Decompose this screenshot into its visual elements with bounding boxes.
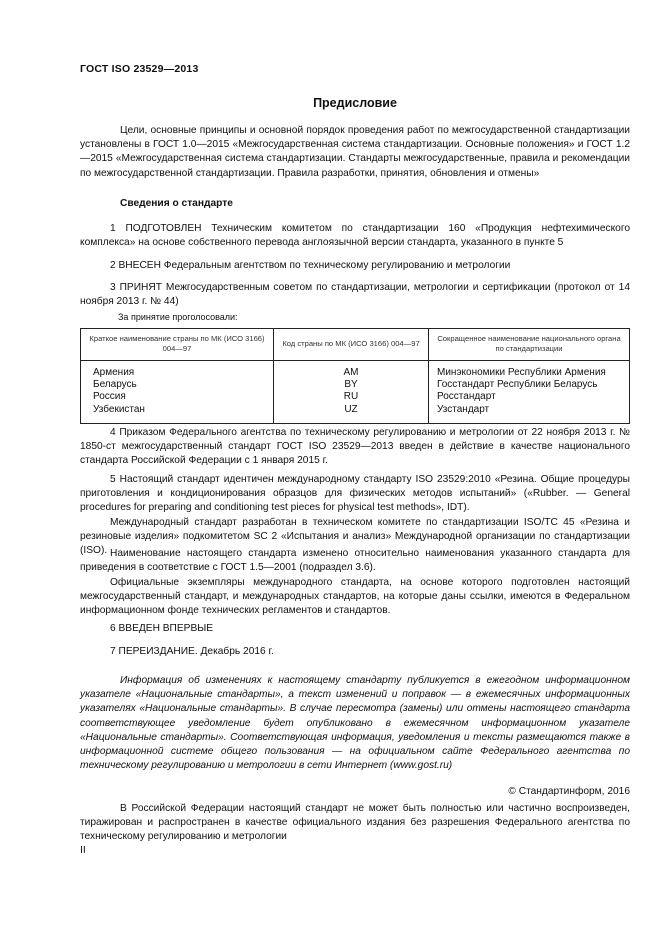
country-name: Армения (93, 367, 135, 378)
page-title: Предисловие (313, 96, 397, 110)
vote-label: За принятие проголосовали: (118, 312, 238, 322)
legal-notice: В Российской Федерации настоящий стандарт не может быть полностью или частично воспроизведен, тиражирован и распространен в качестве официального издания без разрешения Федерального агентства по техническому регулированию и метрологии (80, 803, 630, 843)
standards-bodies-cell (429, 361, 630, 424)
vote-table (80, 328, 630, 424)
header-standards-body: Сокращенное наименование национального органа по стандартизации (429, 329, 630, 361)
country-code: UZ (344, 403, 358, 415)
item-5-name-change: Наименование настоящего стандарта изменено относительно наименования указанного стандарта для приведения в соответствие с ГОСТ 1.5—2001 (подраздел 3.6). (80, 548, 630, 574)
standards-body: Росстандарт (437, 391, 496, 403)
standards-body: Узстандарт (437, 403, 490, 415)
header-country-code: Код страны по МК (ИСО 3166) 004—97 (274, 329, 429, 361)
item-5-developed-by: Международный стандарт разработан в техническом комитете по стандартизации ISO/TC 45 «Резина и резиновые изделия» подкомитетом SC 2 «Испытания и анализ» Международной организации по стандартизации (ISO). (80, 517, 630, 557)
item-7-reissue: 7 ПЕРЕИЗДАНИЕ. Декабрь 2016 г. (110, 646, 274, 657)
change-notice: Информация об изменениях к настоящему стандарту публикуется в ежегодном информационном указателе «Национальные стандарты», а текст изменений и поправок — в ежемесячных информационных указателях «Национальные стандарты». В случае пересмотра (замены) или отмены настоящего стандарта соответствующее уведомление будет опубликовано в ежемесячном информационном указателе «Национальные стандарты». Соответствующая информация, уведомления и тексты размещаются также в информационной системе общего пользования — на официальном сайте Федерального агентства по техническому регулированию и метрологии в сети Интернет (www.gost.ru) (80, 675, 630, 772)
vote-table-header-row (81, 329, 630, 361)
country-code: RU (343, 391, 359, 403)
item-1-prepared: 1 ПОДГОТОВЛЕН Техническим комитетом по стандартизации 160 «Продукция нефтехимического комплекса» на основе собственного перевода англоязычной версии стандарта, указанного в пункте 5 (80, 223, 630, 249)
intro-paragraph: Цели, основные принципы и основной порядок проведения работ по межгосударственной стандартизации установлены в ГОСТ 1.0—2015 «Межгосударственная система стандартизации. Основные положения» и ГОСТ 1.2—2015 «Межгосударственная система стандартизации. Стандарты межгосударственные, правила и рекомендации по межгосударственной стандартизации. Правила разработки, принятия, обновления и отмены» (80, 125, 630, 179)
country-code: BY (344, 379, 358, 391)
section-heading: Сведения о стандарте (120, 198, 233, 209)
header-country-name: Краткое наименование страны по МК (ИСО 3166) 004—97 (81, 329, 274, 361)
standards-body: Госстандарт Республики Беларусь (437, 379, 598, 391)
item-2-submitted: 2 ВНЕСЕН Федеральным агентством по техническому регулированию и метрологии (110, 260, 511, 271)
item-5-identical: 5 Настоящий стандарт идентичен международному стандарту ISO 23529:2010 «Резина. Общие процедуры приготовления и кондиционирования образцов для физических методов испытаний» («Rubber. — General procedures for preparing and conditioning test pieces for physical test methods», IDT). (80, 474, 630, 514)
vote-table-body-row (81, 361, 630, 424)
standards-body: Минэкономики Республики Армения (437, 367, 606, 378)
country-name: Россия (93, 391, 126, 403)
item-6-introduced: 6 ВВЕДЕН ВПЕРВЫЕ (110, 623, 214, 634)
document-code: ГОСТ ISO 23529—2013 (80, 63, 199, 75)
copyright: © Стандартинформ, 2016 (508, 786, 630, 797)
item-4-order: 4 Приказом Федерального агентства по техническому регулированию и метрологии от 22 ноября 2013 г. № 1850-ст межгосударственный стандарт ГОСТ ISO 23529—2013 введен в действие в качестве национального стандарта Российской Федерации с 1 января 2015 г. (80, 427, 630, 467)
country-code: AM (343, 367, 359, 378)
country-name: Беларусь (93, 379, 137, 391)
item-3-adopted: 3 ПРИНЯТ Межгосударственным советом по стандартизации, метрологии и сертификации (протокол от 14 ноября 2013 г. № 44) (80, 282, 630, 308)
item-5-official-copies: Официальные экземпляры международного стандарта, на основе которого подготовлен настоящий межгосударственный стандарт, и международных стандартов, на которые даны ссылки, имеются в Федеральном информационном фонде технических регламентов и стандартов. (80, 577, 630, 617)
country-name: Узбекистан (93, 403, 145, 415)
page-number: II (80, 844, 86, 856)
country-codes-cell (274, 361, 429, 424)
country-names-cell (81, 361, 274, 424)
